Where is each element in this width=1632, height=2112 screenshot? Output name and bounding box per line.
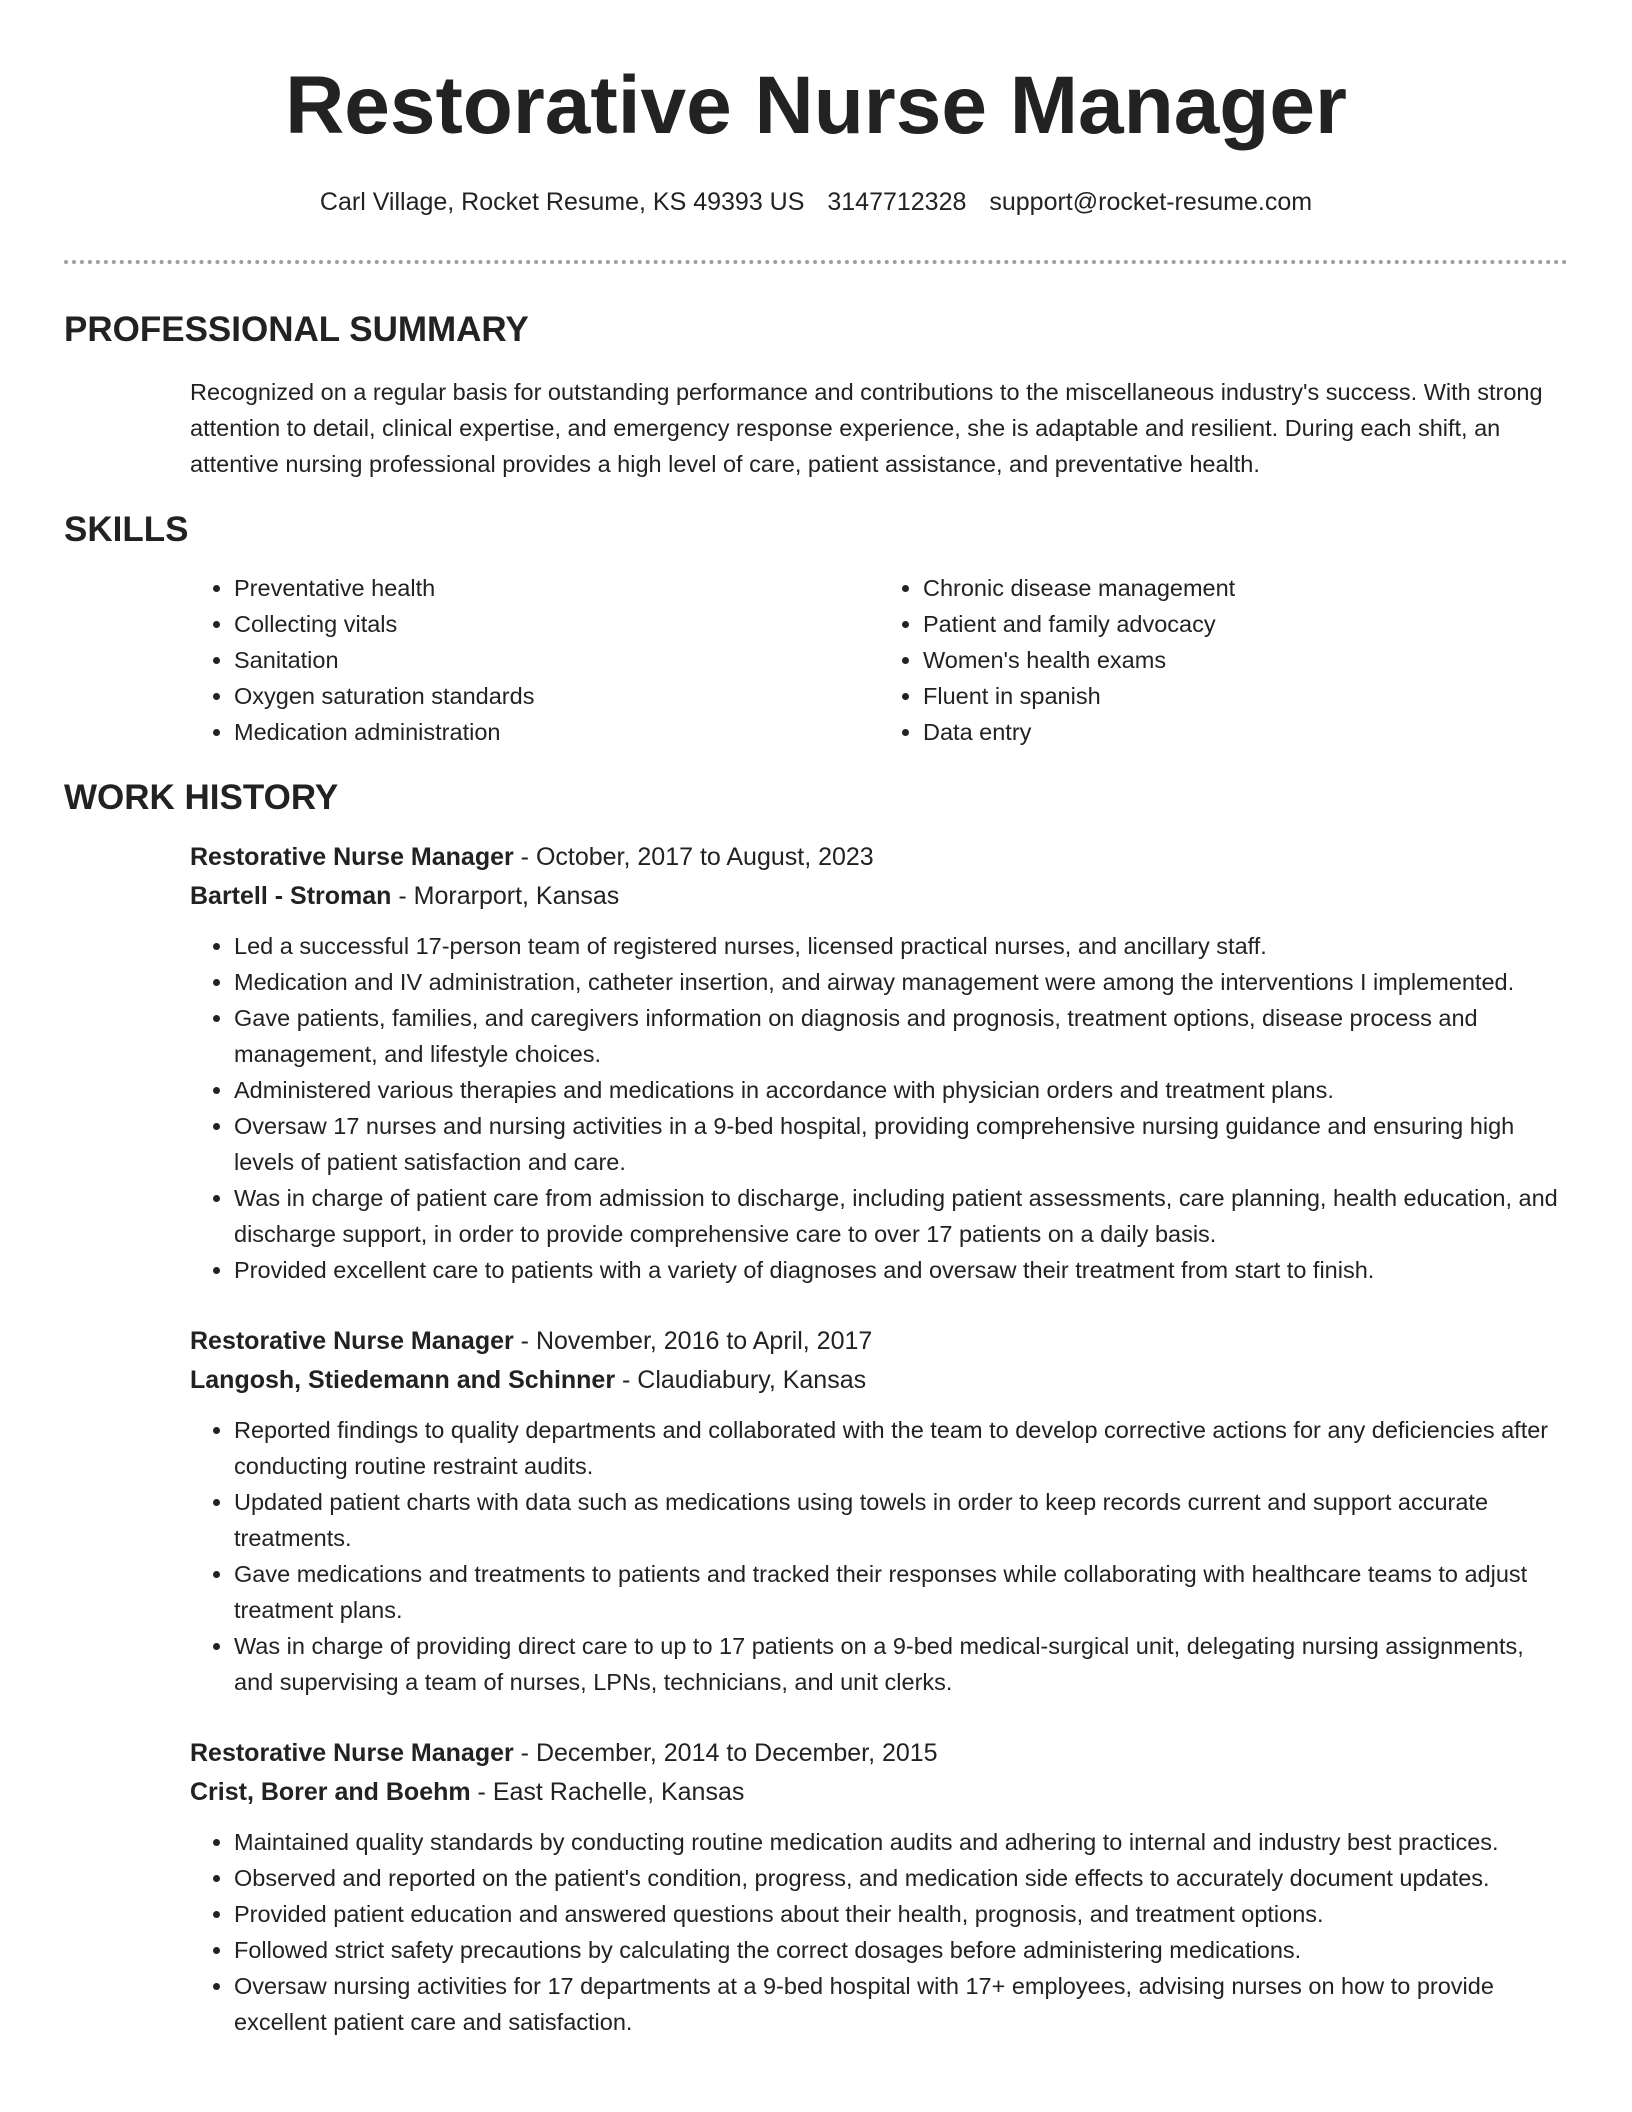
- job-title: Restorative Nurse Manager: [190, 1739, 514, 1767]
- job-bullet: • Updated patient charts with data such as medications using towels in order to keep records current and support accurate treatments.: [234, 1484, 1568, 1556]
- job-bullet: • Provided excellent care to patients with a variety of diagnoses and oversaw their treatment from start to finish.: [234, 1252, 1568, 1288]
- address: Carl Village, Rocket Resume, KS 49393 US: [319, 188, 805, 216]
- job-bullet: • Gave medications and treatments to patients and tracked their responses while collaborating with healthcare teams to adjust treatment plans.: [234, 1556, 1568, 1628]
- skill-item: • Fluent in spanish: [923, 678, 1568, 714]
- job-bullet: • Observed and reported on the patient's condition, progress, and medication side effects to accurately document updates.: [234, 1860, 1568, 1896]
- job-bullet: • Maintained quality standards by conducting routine medication audits and adhering to internal and industry best practices.: [234, 1824, 1568, 1860]
- jobs-list: [190, 838, 1568, 2040]
- job-title-line: [190, 838, 1568, 876]
- job-title-line: [190, 1734, 1568, 1772]
- job-location: - Morarport, Kansas: [391, 882, 620, 910]
- job-bullets: [190, 928, 1568, 1288]
- skill-item: • Preventative health: [234, 570, 879, 606]
- job-company: Bartell - Stroman: [190, 882, 392, 910]
- header-divider: [64, 260, 1568, 264]
- phone: 3147712328: [827, 188, 967, 216]
- candidate-name: Restorative Nurse Manager: [285, 60, 1347, 151]
- job-location: - East Rachelle, Kansas: [470, 1778, 745, 1806]
- job-bullets: [190, 1824, 1568, 2040]
- job-company-line: [190, 876, 1568, 916]
- skill-item: • Data entry: [923, 714, 1568, 750]
- skill-item: • Oxygen saturation standards: [234, 678, 879, 714]
- job-title: Restorative Nurse Manager: [190, 1327, 514, 1355]
- skill-item: • Women's health exams: [923, 642, 1568, 678]
- summary-text: Recognized on a regular basis for outstanding performance and contributions to the miscellaneous industry's success. With strong attention to detail, clinical expertise, and emergency response experience, she is adaptable and resilient. During each shift, an attentive nursing professional provides a high level of care, patient assistance, and preventative health.: [190, 379, 1543, 477]
- job-bullet: • Provided patient education and answered questions about their health, prognosis, and treatment options.: [234, 1896, 1568, 1932]
- skills-column-left: [190, 570, 879, 750]
- job-bullet: • Oversaw 17 nurses and nursing activities in a 9-bed hospital, providing comprehensive nursing guidance and ensuring high levels of patient satisfaction and care.: [234, 1108, 1568, 1180]
- skill-item: • Collecting vitals: [234, 606, 879, 642]
- job-bullets: [190, 1412, 1568, 1700]
- job-bullet: • Administered various therapies and medications in accordance with physician orders and treatment plans.: [234, 1072, 1568, 1108]
- job-dates: - October, 2017 to August, 2023: [513, 843, 874, 871]
- job-company: Langosh, Stiedemann and Schinner: [190, 1366, 616, 1394]
- job-location: - Claudiabury, Kansas: [615, 1366, 867, 1394]
- resume-page: [64, 0, 1568, 2040]
- job-bullet: • Was in charge of providing direct care to up to 17 patients on a 9-bed medical-surgical unit, delegating nursing assignments, and supervising a team of nurses, LPNs, technicians, and unit clerks.: [234, 1628, 1568, 1700]
- work-history-heading: WORK HISTORY: [64, 778, 339, 817]
- job-company: Crist, Borer and Boehm: [190, 1778, 471, 1806]
- job-bullet: • Followed strict safety precautions by calculating the correct dosages before administering medications.: [234, 1932, 1568, 1968]
- job-title-line: [190, 1322, 1568, 1360]
- job-bullet: • Oversaw nursing activities for 17 departments at a 9-bed hospital with 17+ employees, advising nurses on how to provide excellent patient care and satisfaction.: [234, 1968, 1568, 2040]
- job-bullet: • Gave patients, families, and caregivers information on diagnosis and prognosis, treatment options, disease process and management, and lifestyle choices.: [234, 1000, 1568, 1072]
- job-dates: - November, 2016 to April, 2017: [513, 1327, 873, 1355]
- skills-heading: SKILLS: [64, 510, 189, 549]
- job-company-line: [190, 1772, 1568, 1812]
- job-title: Restorative Nurse Manager: [190, 843, 514, 871]
- skill-item: • Patient and family advocacy: [923, 606, 1568, 642]
- job-entry: [190, 1322, 1568, 1700]
- job-bullet: • Was in charge of patient care from admission to discharge, including patient assessments, care planning, health education, and discharge support, in order to provide comprehensive care to over 17 patients on a daily basis.: [234, 1180, 1568, 1252]
- skill-item: • Sanitation: [234, 642, 879, 678]
- job-entry: [190, 838, 1568, 1288]
- skill-item: • Medication administration: [234, 714, 879, 750]
- job-dates: - December, 2014 to December, 2015: [513, 1739, 938, 1767]
- job-company-line: [190, 1360, 1568, 1400]
- job-bullet: • Medication and IV administration, catheter insertion, and airway management were among the interventions I implemented.: [234, 964, 1568, 1000]
- job-bullet: • Reported findings to quality departments and collaborated with the team to develop corrective actions for any deficiencies after conducting routine restraint audits.: [234, 1412, 1568, 1484]
- summary-heading: PROFESSIONAL SUMMARY: [64, 310, 529, 349]
- email: support@rocket-resume.com: [989, 188, 1313, 216]
- job-bullet: • Led a successful 17-person team of registered nurses, licensed practical nurses, and ancillary staff.: [234, 928, 1568, 964]
- contact-line: [64, 186, 1568, 218]
- skills-list: [190, 570, 1568, 750]
- skill-item: • Chronic disease management: [923, 570, 1568, 606]
- skills-column-right: [879, 570, 1568, 750]
- job-entry: [190, 1734, 1568, 2040]
